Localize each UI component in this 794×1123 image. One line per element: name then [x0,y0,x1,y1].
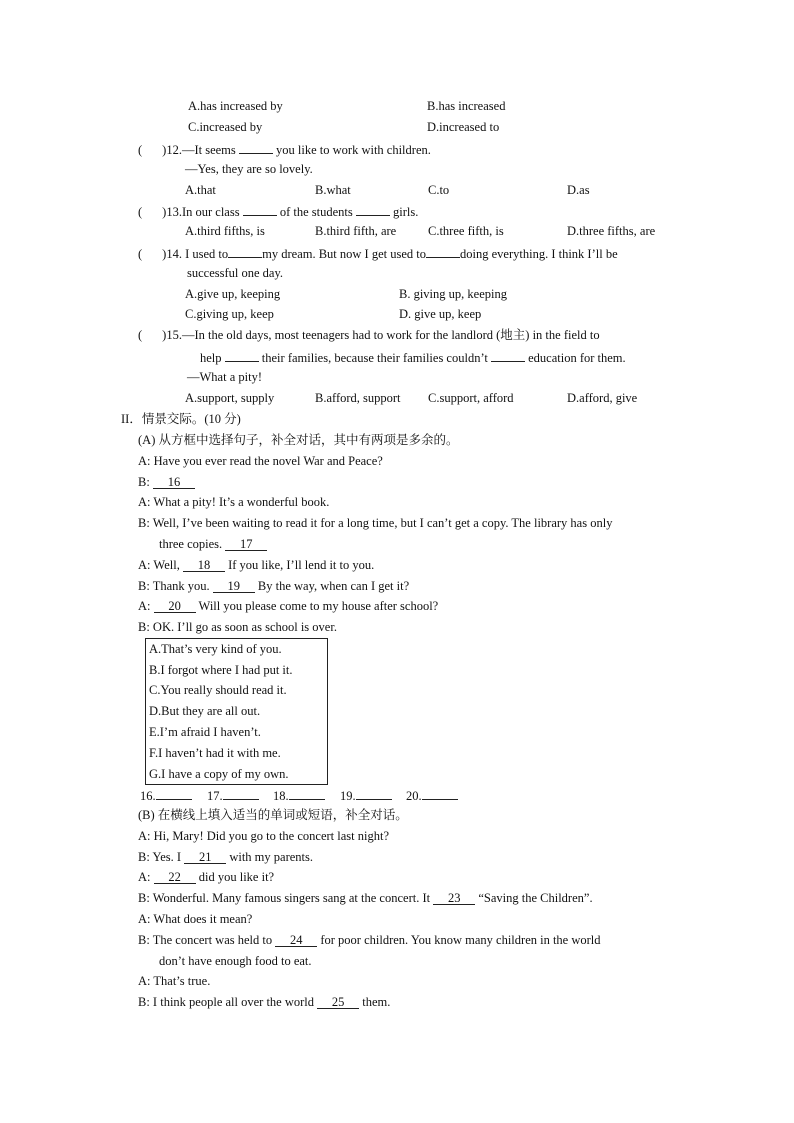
partA-dialog-5 [138,557,374,573]
answer-17-label: 17. [207,789,223,803]
q15-stem-text: )15.—In the old days, most teenagers had to work for the landlord (地主) in the field to [162,328,600,342]
q13-stem [138,202,418,220]
partA-d6-post: By the way, when can I get it? [254,579,410,593]
q12-reply: —Yes, they are so lovely. [185,162,313,176]
partA-d7-post: Will you please come to my house after school? [195,599,439,613]
answer-19-blank[interactable] [356,786,392,800]
q12-option-d: D.as [567,183,590,197]
partB-d6-pre: B: The concert was held to [138,933,276,947]
q15-l2-post: education for them. [525,351,626,365]
answer-16-label: 16. [140,789,156,803]
partB-d8-post: them. [359,995,391,1009]
q12-paren: ( [138,143,143,157]
answer-17-blank[interactable] [223,786,259,800]
answer-18-label: 18. [273,789,289,803]
answer-20 [406,786,458,804]
partA-dialog-4: B: Well, I’ve been waiting to read it for a long time, but I can’t get a copy. The library has only [138,516,613,530]
partA-d5-pre: A: Well, [138,558,183,572]
partB-d3-pre: A: [138,870,154,884]
q15-stem [138,327,600,343]
option-b: B.I forgot where I had put it. [149,663,293,677]
q13-stem-mid: of the students [276,205,356,219]
q12-stem [138,140,431,158]
blank-23: 23 [433,891,475,905]
q14-option-d: D. give up, keep [399,307,482,321]
partA-dialog-4b [159,536,267,552]
partA-dialog-7 [138,598,438,614]
q12-option-c: C.to [428,183,450,197]
partB-dialog-2 [138,849,313,865]
q13-option-a: A.third fifths, is [185,224,265,238]
partA-d4b-pre: three copies. [159,537,226,551]
partB-dialog-3 [138,869,274,885]
partB-d4-post: “Saving the Children”. [475,891,593,905]
q13-blank-1 [243,202,277,216]
partB-dialog-6b: don’t have enough food to eat. [159,954,312,968]
option-c: C.You really should read it. [149,683,287,697]
q11-option-a: A.has increased by [188,99,283,113]
q14-option-c: C.giving up, keep [185,307,274,321]
q15-blank-1 [225,348,259,362]
q13-option-c: C.three fifth, is [428,224,504,238]
q15-option-c: C.support, afford [428,391,514,405]
partB-d4-pre: B: Wonderful. Many famous singers sang at the concert. It [138,891,434,905]
q13-paren: ( [138,205,143,219]
q14-blank-1 [228,244,262,258]
partB-d2-pre: B: Yes. I [138,850,185,864]
answer-16-blank[interactable] [156,786,192,800]
partA-dialog-8: B: OK. I’ll go as soon as school is over. [138,620,337,634]
partA-dialog-6 [138,578,409,594]
q15-l2-mid: their families, because their families couldn’t [258,351,491,365]
q14-stem-line2: successful one day. [187,266,284,280]
q13-blank-2 [356,202,390,216]
partA-d2-pre: B: [138,475,153,489]
blank-21: 21 [184,850,226,864]
q13-option-d: D.three fifths, are [567,224,656,238]
q14-stem [138,244,618,262]
q12-stem-post: you like to work with children. [272,143,431,157]
q11-option-b: B.has increased [427,99,506,113]
partB-dialog-6 [138,932,601,948]
q14-option-a: A.give up, keeping [185,287,281,301]
answer-18-blank[interactable] [289,786,325,800]
partB-dialog-5: A: What does it mean? [138,912,253,926]
q15-option-a: A.support, supply [185,391,275,405]
answer-17 [207,786,259,804]
answer-19-label: 19. [340,789,356,803]
q13-stem-post: girls. [389,205,419,219]
section2-heading: II．情景交际。(10 分) [121,412,241,426]
q12-stem-pre: )12.—It seems [162,143,239,157]
partA-d6-pre: B: Thank you. [138,579,213,593]
answer-19 [340,786,392,804]
partA-dialog-2 [138,474,195,490]
q14-stem-pre: )14. I used to [162,247,229,261]
q15-paren: ( [138,328,143,342]
q12-blank [239,140,273,154]
q13-stem-pre: )13.In our class [162,205,243,219]
q15-l2-pre: help [200,351,225,365]
option-e: E.I’m afraid I haven’t. [149,725,261,739]
partB-dialog-8 [138,994,390,1010]
q14-option-b: B. giving up, keeping [399,287,507,301]
q15-stem-line2 [200,348,626,366]
answer-18 [273,786,325,804]
option-g: G.I have a copy of my own. [149,767,289,781]
options-box [145,638,328,785]
partB-dialog-4 [138,890,593,906]
option-f: F.I haven’t had it with me. [149,746,281,760]
q14-stem-mid: my dream. But now I get used to [262,247,427,261]
q15-reply: —What a pity! [187,370,262,384]
blank-20: 20 [154,599,196,613]
partB-d3-post: did you like it? [195,870,275,884]
q15-option-b: B.afford, support [315,391,401,405]
answer-20-blank[interactable] [422,786,458,800]
partA-instruction: (A) 从方框中选择句子，补全对话，其中有两项是多余的。 [138,433,459,447]
partB-dialog-7: A: That’s true. [138,974,211,988]
blank-18: 18 [183,558,225,572]
partA-dialog-1: A: Have you ever read the novel War and Peace? [138,454,383,468]
q11-option-c: C.increased by [188,120,263,134]
blank-16: 16 [153,475,195,489]
partB-dialog-1: A: Hi, Mary! Did you go to the concert last night? [138,829,389,843]
blank-17: 17 [225,537,267,551]
q12-option-a: A.that [185,183,216,197]
blank-19: 19 [213,579,255,593]
q14-stem-post: doing everything. I think I’ll be [460,247,618,261]
option-d: D.But they are all out. [149,704,261,718]
q12-option-b: B.what [315,183,351,197]
answer-16 [140,786,192,804]
blank-22: 22 [154,870,196,884]
q13-option-b: B.third fifth, are [315,224,397,238]
partB-d2-post: with my parents. [226,850,313,864]
partB-instruction: (B) 在横线上填入适当的单词或短语，补全对话。 [138,808,408,822]
answer-20-label: 20. [406,789,422,803]
blank-24: 24 [275,933,317,947]
q15-blank-2 [491,348,525,362]
partA-dialog-3: A: What a pity! It’s a wonderful book. [138,495,330,509]
blank-25: 25 [317,995,359,1009]
partA-d7-pre: A: [138,599,154,613]
partB-d8-pre: B: I think people all over the world [138,995,318,1009]
q14-blank-2 [426,244,460,258]
q15-option-d: D.afford, give [567,391,638,405]
partA-d5-post: If you like, I’ll lend it to you. [224,558,375,572]
q14-paren: ( [138,247,143,261]
q11-option-d: D.increased to [427,120,500,134]
partB-d6-post: for poor children. You know many children in the world [317,933,601,947]
option-a: A.That’s very kind of you. [149,642,282,656]
